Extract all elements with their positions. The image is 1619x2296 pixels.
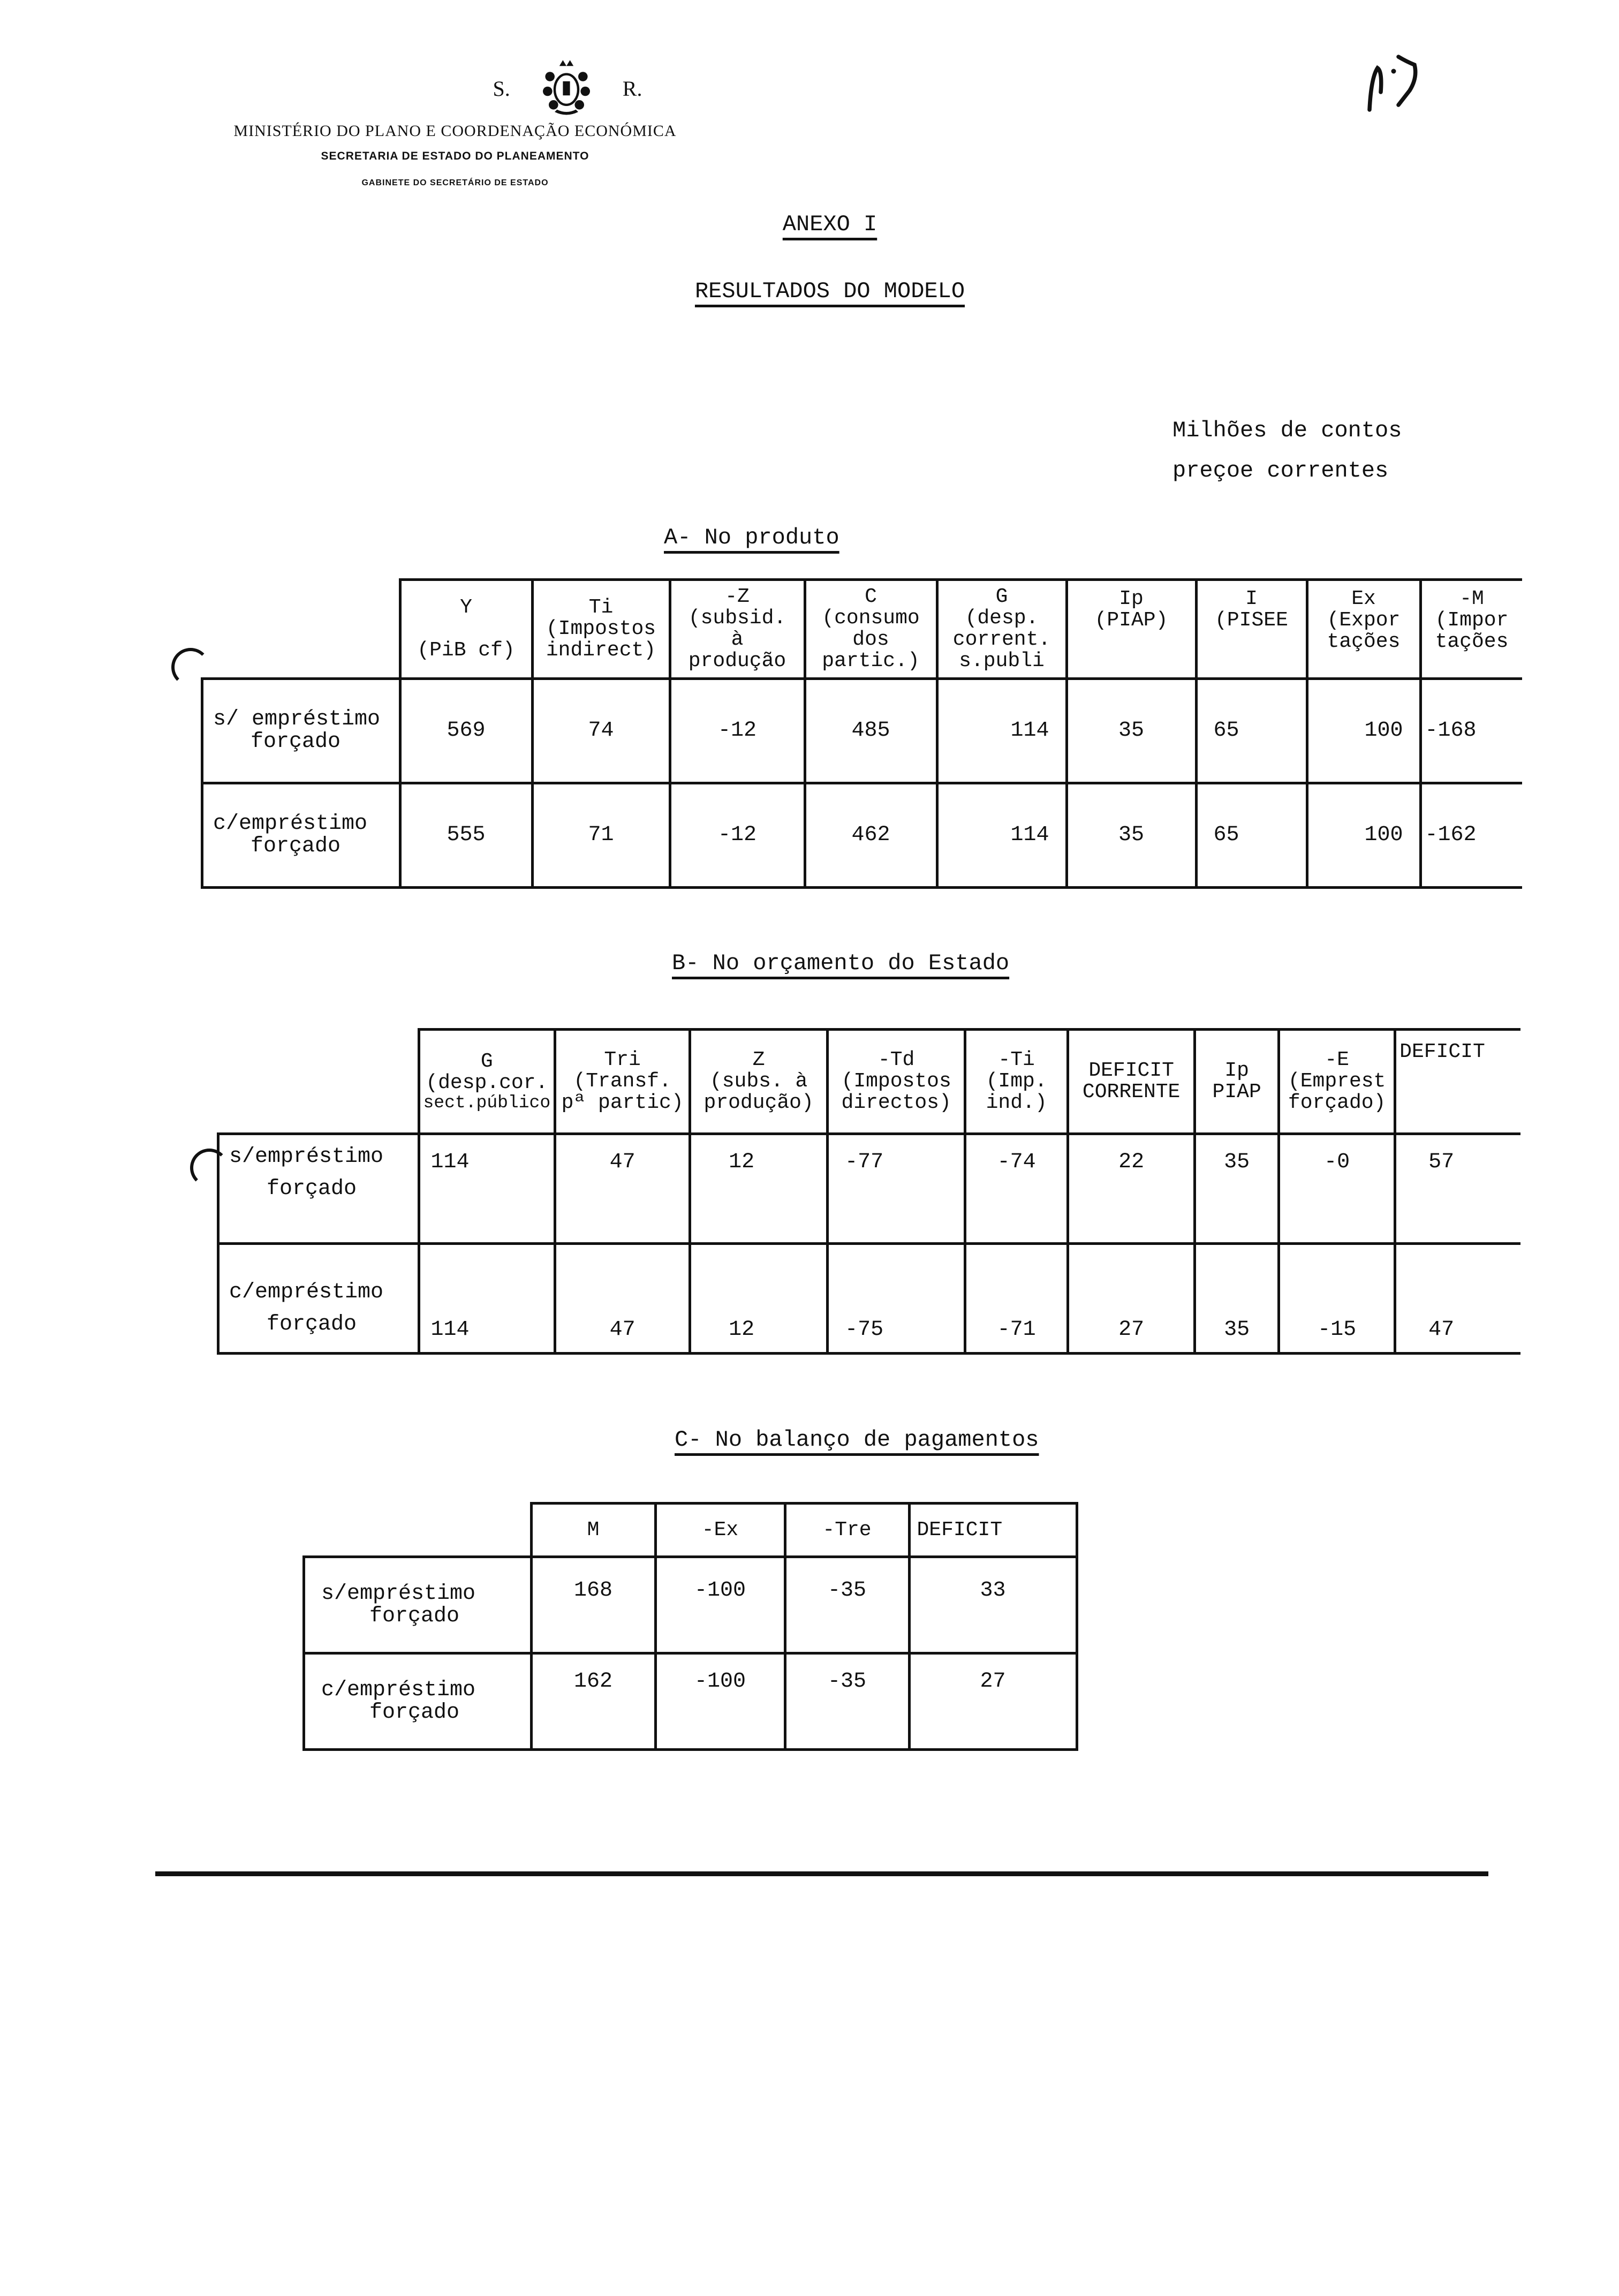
column-header-ip: Ip PIAP — [1195, 1030, 1279, 1134]
section-b-title: B- No orçamento do Estado — [672, 950, 1010, 976]
cell-ex: -100 — [655, 1557, 785, 1653]
table-row — [218, 1134, 1521, 1244]
column-header-z: Z (subs. à produção) — [690, 1030, 828, 1134]
cell-tri: 47 — [555, 1244, 690, 1354]
table-row — [202, 783, 1522, 888]
cell-g: 114 — [419, 1244, 555, 1354]
cell-deficit: 27 — [909, 1653, 1077, 1750]
table-balance-of-payments — [302, 1502, 1078, 1751]
column-header-i: I (PISEE — [1196, 580, 1307, 679]
document-title: RESULTADOS DO MODELO — [694, 278, 965, 304]
cell-g: 114 — [937, 679, 1066, 783]
cell-e: -15 — [1279, 1244, 1395, 1354]
column-header-z: -Z (subsid. à produção — [670, 580, 805, 679]
section-a-title: A- No produto — [664, 525, 839, 550]
cell-deficit-corrente: 22 — [1068, 1134, 1195, 1244]
column-header-g: G (desp. corrent. s.publi — [937, 580, 1066, 679]
column-header-c: C (consumo dos partic.) — [805, 580, 937, 679]
cell-z: -12 — [670, 783, 805, 888]
cell-ex: 100 — [1307, 783, 1420, 888]
table-row — [304, 1557, 1077, 1653]
column-header-td: -Td (Impostos directos) — [828, 1030, 965, 1134]
column-header-deficit: DEFICIT — [1395, 1030, 1521, 1134]
cabinet-name: GABINETE DO SECRETÁRIO DE ESTADO — [361, 178, 549, 187]
cell-e: -0 — [1279, 1134, 1395, 1244]
coat-of-arms-icon — [537, 59, 596, 118]
column-header-ex: Ex (Expor tações — [1307, 580, 1420, 679]
cell-z: 12 — [690, 1244, 828, 1354]
column-header-deficit: DEFICIT — [909, 1504, 1077, 1557]
cell-z: -12 — [670, 679, 805, 783]
cell-g: 114 — [937, 783, 1066, 888]
column-header-deficit-corrente: DEFICIT CORRENTE — [1068, 1030, 1195, 1134]
header-corner — [202, 580, 400, 679]
cell-ti: -74 — [965, 1134, 1068, 1244]
table-row — [202, 679, 1522, 783]
cell-i: 65 — [1196, 783, 1307, 888]
cell-z: 12 — [690, 1134, 828, 1244]
column-header-ip: Ip (PIAP) — [1066, 580, 1196, 679]
section-c-title: C- No balanço de pagamentos — [675, 1427, 1039, 1453]
column-header-m: M — [531, 1504, 655, 1557]
header-corner — [218, 1030, 419, 1134]
row-label: s/empréstimo forçado — [304, 1557, 532, 1653]
units-line-1: Milhões de contos — [1172, 418, 1402, 443]
column-header-ex: -Ex — [655, 1504, 785, 1557]
cell-ex: -100 — [655, 1653, 785, 1750]
cell-deficit: 47 — [1395, 1244, 1521, 1354]
annex-title: ANEXO I — [782, 212, 877, 237]
table-header-row — [218, 1030, 1521, 1134]
table-header-row — [304, 1504, 1077, 1557]
column-header-ti: Ti (Impostos indirect) — [532, 580, 670, 679]
letterhead-initial-right: R. — [622, 76, 642, 101]
column-header-g: G (desp.cor. sect.público — [419, 1030, 555, 1134]
ministry-name: MINISTÉRIO DO PLANO E COORDENAÇÃO ECONÓMICA — [233, 122, 677, 140]
table-row — [304, 1653, 1077, 1750]
cell-tre: -35 — [785, 1557, 909, 1653]
cell-m: -168 — [1420, 679, 1522, 783]
cell-tre: -35 — [785, 1653, 909, 1750]
table-header-row — [202, 580, 1522, 679]
cell-g: 114 — [419, 1134, 555, 1244]
cell-m: 168 — [531, 1557, 655, 1653]
secretariat-name: SECRETARIA DE ESTADO DO PLANEAMENTO — [321, 150, 589, 162]
letterhead-initials — [0, 59, 1135, 118]
bottom-divider-rule — [155, 1871, 1488, 1876]
cell-ip: 35 — [1066, 783, 1196, 888]
table-row — [218, 1244, 1521, 1354]
cell-ti: 71 — [532, 783, 670, 888]
cell-tri: 47 — [555, 1134, 690, 1244]
cell-ti: -71 — [965, 1244, 1068, 1354]
cell-deficit: 57 — [1395, 1134, 1521, 1244]
row-label: s/empréstimo forçado — [218, 1134, 419, 1244]
cell-m: 162 — [531, 1653, 655, 1750]
column-header-ti: -Ti (Imp. ind.) — [965, 1030, 1068, 1134]
cell-c: 462 — [805, 783, 937, 888]
cell-y: 555 — [400, 783, 532, 888]
column-header-y: Y (PiB cf) — [400, 580, 532, 679]
cell-m: -162 — [1420, 783, 1522, 888]
cell-deficit-corrente: 27 — [1068, 1244, 1195, 1354]
letterhead-initial-left: S. — [493, 76, 510, 101]
header-corner — [304, 1504, 532, 1557]
row-label: c/empréstimo forçado — [304, 1653, 532, 1750]
row-label: s/ empréstimo forçado — [202, 679, 400, 783]
cell-td: -77 — [828, 1134, 965, 1244]
cell-ip: 35 — [1195, 1134, 1279, 1244]
cell-ti: 74 — [532, 679, 670, 783]
cell-td: -75 — [828, 1244, 965, 1354]
cell-y: 569 — [400, 679, 532, 783]
row-label: c/empréstimo forçado — [202, 783, 400, 888]
table-state-budget — [217, 1028, 1520, 1355]
units-line-2: preçoe correntes — [1172, 458, 1389, 484]
cell-ip: 35 — [1195, 1244, 1279, 1354]
cell-i: 65 — [1196, 679, 1307, 783]
cell-ip: 35 — [1066, 679, 1196, 783]
cell-deficit: 33 — [909, 1557, 1077, 1653]
column-header-tri: Tri (Transf. pª partic) — [555, 1030, 690, 1134]
row-label: c/empréstimo forçado — [218, 1244, 419, 1354]
cell-c: 485 — [805, 679, 937, 783]
column-header-m: -M (Impor tações — [1420, 580, 1522, 679]
table-product — [201, 578, 1522, 889]
column-header-tre: -Tre — [785, 1504, 909, 1557]
cell-ex: 100 — [1307, 679, 1420, 783]
column-header-e: -E (Emprest forçado) — [1279, 1030, 1395, 1134]
handwritten-mark-icon — [1360, 54, 1440, 118]
